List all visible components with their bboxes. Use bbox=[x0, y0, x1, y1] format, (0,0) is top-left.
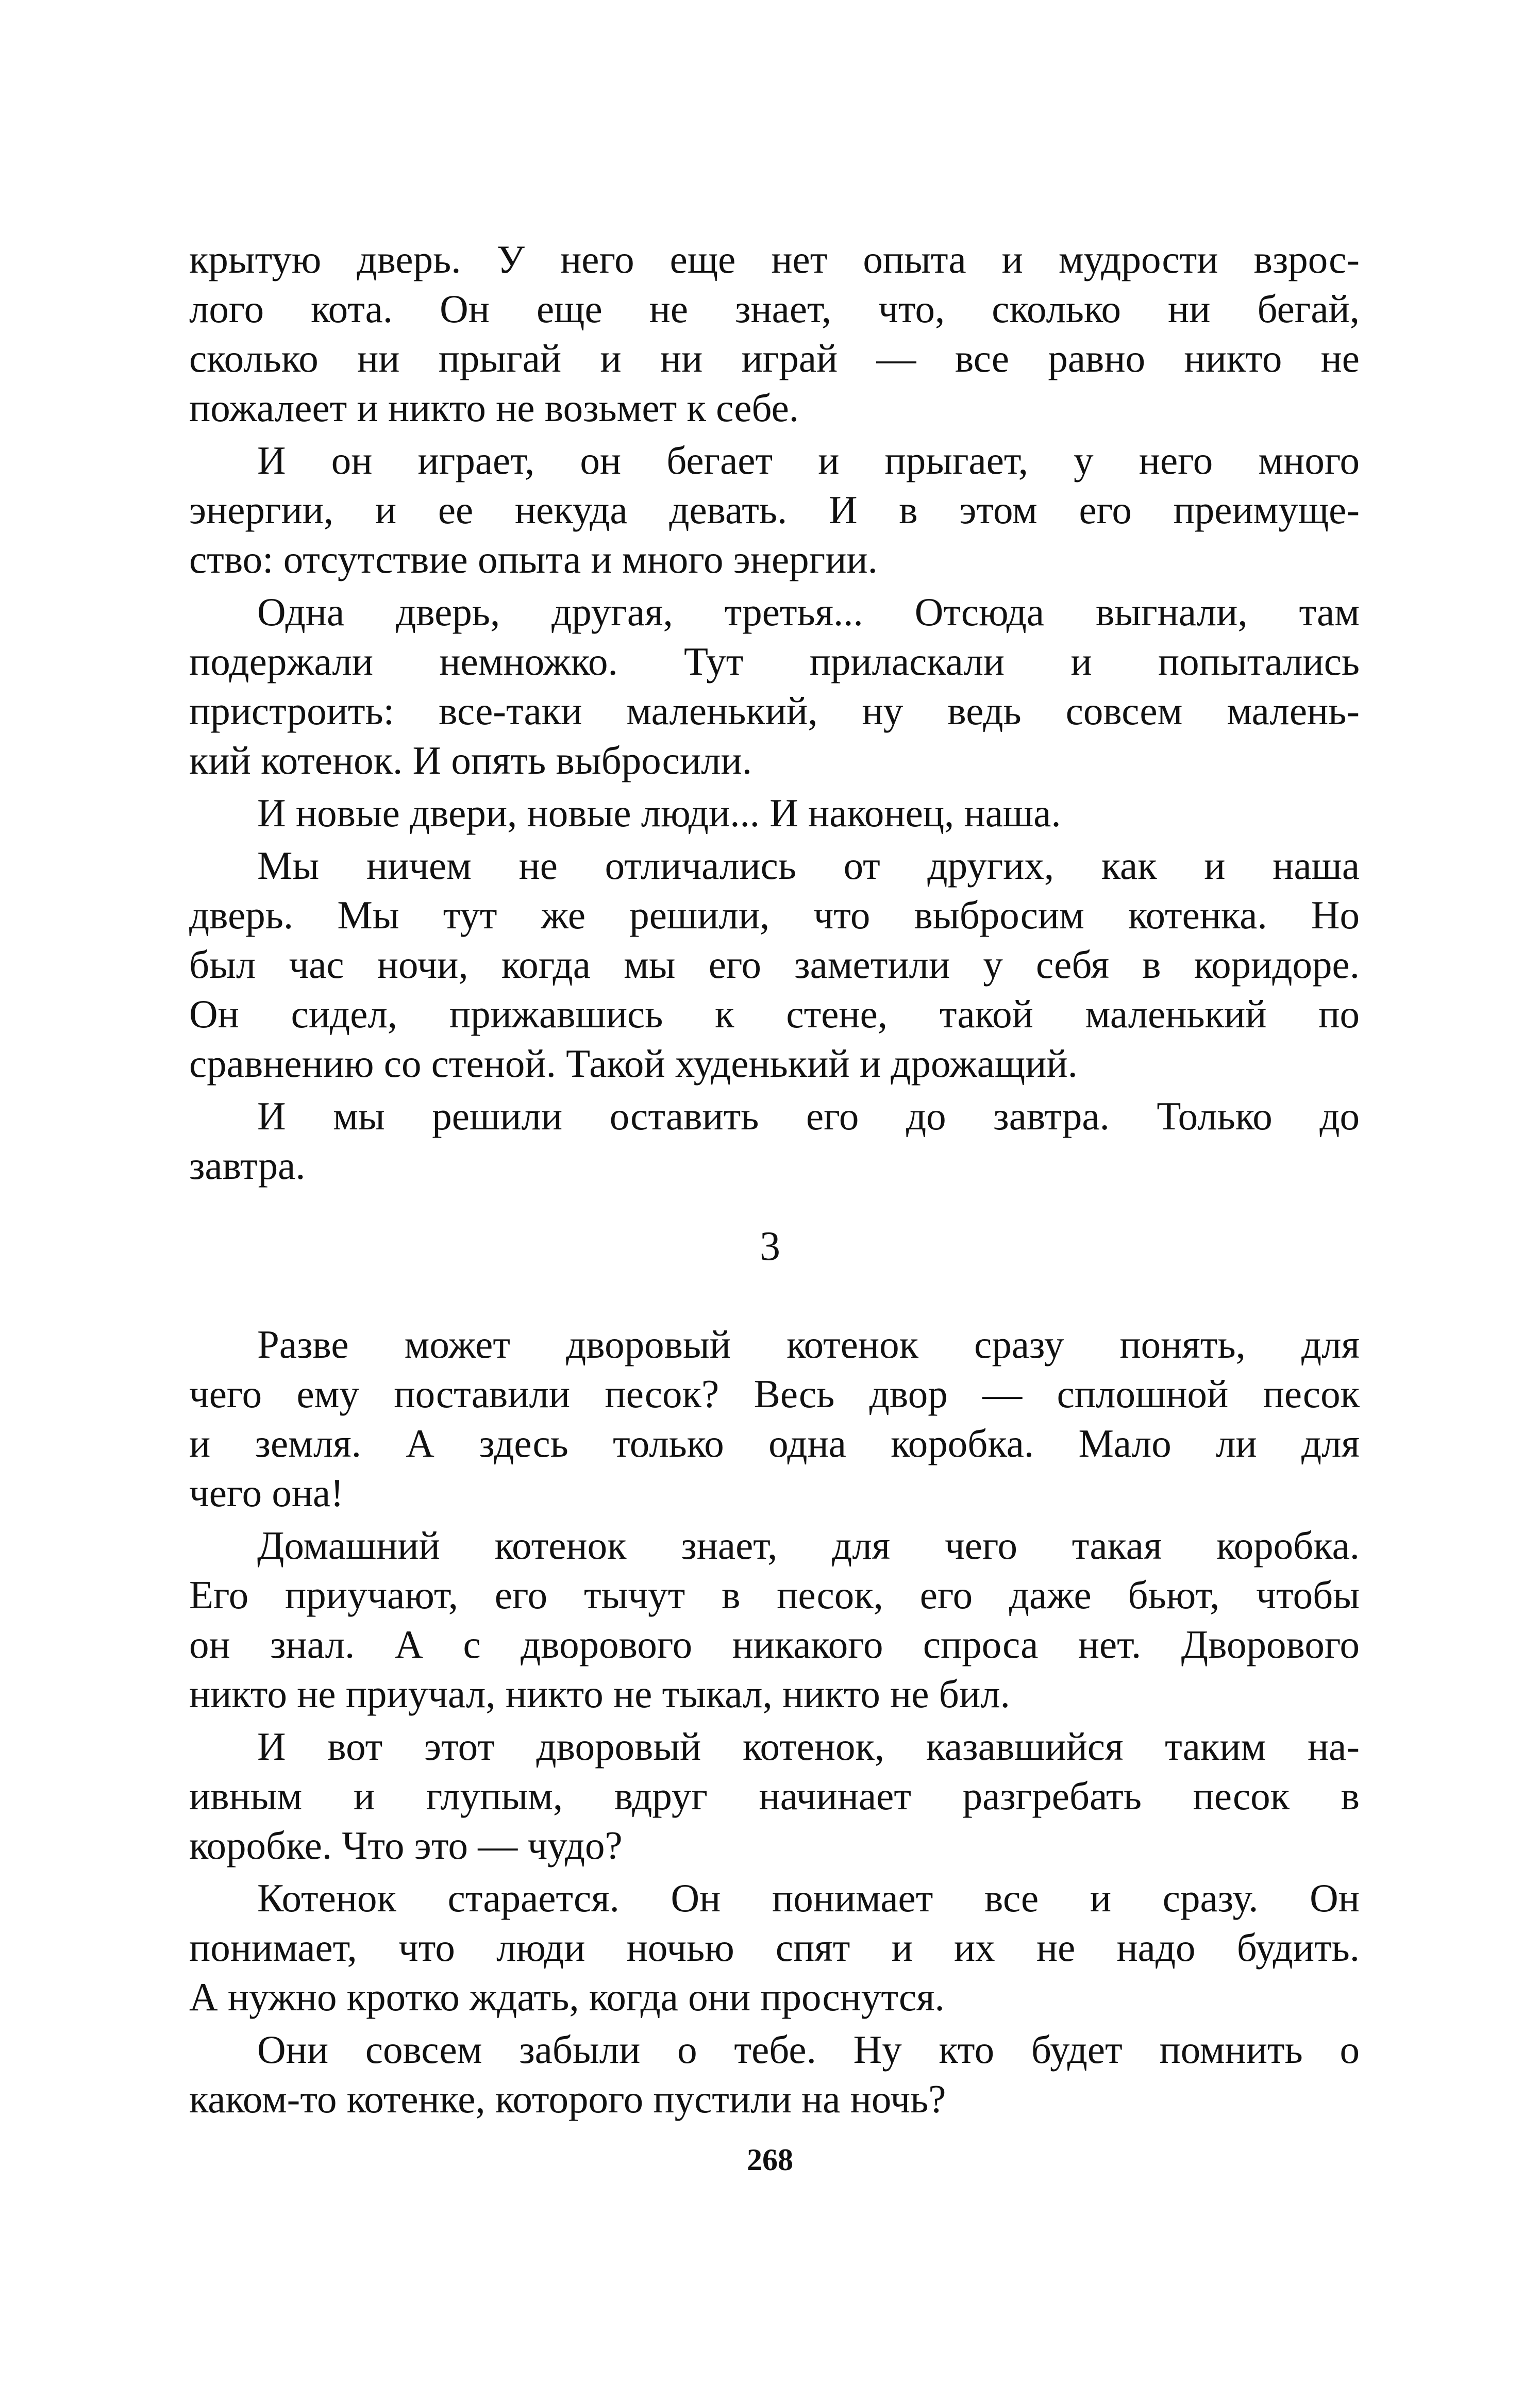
text-line: понимает, что люди ночью спят и их не надо будить. bbox=[189, 1925, 1360, 1970]
text-line: Котенок старается. Он понимает все и сразу. Он bbox=[257, 1876, 1360, 1920]
text-line: и земля. А здесь только одна коробка. Мало ли для bbox=[189, 1421, 1360, 1465]
page-number: 268 bbox=[747, 2143, 793, 2177]
paragraph bbox=[189, 841, 1360, 1088]
text-line: кий котенок. И опять выбросили. bbox=[189, 738, 752, 782]
text-line: ивным и глупым, вдруг начинает разгребать песок в bbox=[189, 1774, 1360, 1818]
text-line: Домашний котенок знает, для чего такая коробка. bbox=[257, 1523, 1360, 1568]
text-line: ство: отсутствие опыта и много энергии. bbox=[189, 537, 878, 581]
text-line: каком-то котенке, которого пустили на ночь? bbox=[189, 2077, 946, 2121]
text-line: никто не приучал, никто не тыкал, никто не бил. bbox=[189, 1672, 1010, 1716]
text-line: крытую дверь. У него еще нет опыта и мудрости взрос- bbox=[189, 237, 1360, 281]
paragraph bbox=[189, 1320, 1360, 1518]
paragraph bbox=[189, 436, 1360, 584]
text-line: Мы ничем не отличались от других, как и наша bbox=[257, 843, 1360, 888]
text-line: И вот этот дворовый котенок, казавшийся таким на- bbox=[257, 1724, 1360, 1769]
text-line: Одна дверь, другая, третья... Отсюда выгнали, там bbox=[257, 590, 1360, 634]
paragraph bbox=[189, 1091, 1360, 1190]
text-line: он знал. А с дворового никакого спроса нет. Дворового bbox=[189, 1622, 1360, 1666]
text-line: чего она! bbox=[189, 1471, 344, 1515]
text-line: пожалеет и никто не возьмет к себе. bbox=[189, 386, 799, 430]
text-line: И мы решили оставить его до завтра. Только до bbox=[257, 1094, 1360, 1138]
text-line: чего ему поставили песок? Весь двор — сплошной песок bbox=[189, 1372, 1360, 1416]
paragraph bbox=[189, 1722, 1360, 1870]
text-line: Он сидел, прижавшись к стене, такой маленький по bbox=[189, 992, 1360, 1036]
paragraph bbox=[189, 235, 1360, 432]
text-line: Разве может дворовый котенок сразу понять, для bbox=[257, 1322, 1360, 1366]
text-line: А нужно кротко ждать, когда они проснутся. bbox=[189, 1975, 945, 2019]
text-line: был час ночи, когда мы его заметили у себя в коридоре. bbox=[189, 942, 1360, 987]
text-line: энергии, и ее некуда девать. И в этом его преимуще- bbox=[189, 488, 1360, 532]
text-line: лого кота. Он еще не знает, что, сколько ни бегай, bbox=[189, 287, 1360, 331]
text-block-bottom bbox=[189, 1320, 1360, 2127]
text-line: пристроить: все-таки маленький, ну ведь совсем малень- bbox=[189, 689, 1360, 733]
text-block-top bbox=[189, 235, 1360, 1193]
text-line: подержали немножко. Тут приласкали и попытались bbox=[189, 639, 1360, 684]
text-line: Они совсем забыли о тебе. Ну кто будет помнить о bbox=[257, 2027, 1360, 2072]
paragraph bbox=[189, 587, 1360, 785]
text-line: Его приучают, его тычут в песок, его даже бьют, чтобы bbox=[189, 1573, 1360, 1617]
text-line: дверь. Мы тут же решили, что выбросим котенка. Но bbox=[189, 893, 1360, 937]
paragraph bbox=[189, 1873, 1360, 2022]
text-line: сколько ни прыгай и ни играй — все равно никто не bbox=[189, 336, 1360, 380]
text-line: сравнению со стеной. Такой худенький и дрожащий. bbox=[189, 1041, 1078, 1086]
text-line: коробке. Что это — чудо? bbox=[189, 1823, 623, 1868]
text-line: И новые двери, новые люди... И наконец, наша. bbox=[257, 791, 1061, 835]
paragraph bbox=[189, 788, 1360, 838]
paragraph bbox=[189, 2025, 1360, 2124]
text-line: завтра. bbox=[189, 1143, 306, 1188]
text-line: И он играет, он бегает и прыгает, у него много bbox=[257, 438, 1360, 482]
section-number: 3 bbox=[760, 1224, 780, 1269]
paragraph bbox=[189, 1521, 1360, 1719]
